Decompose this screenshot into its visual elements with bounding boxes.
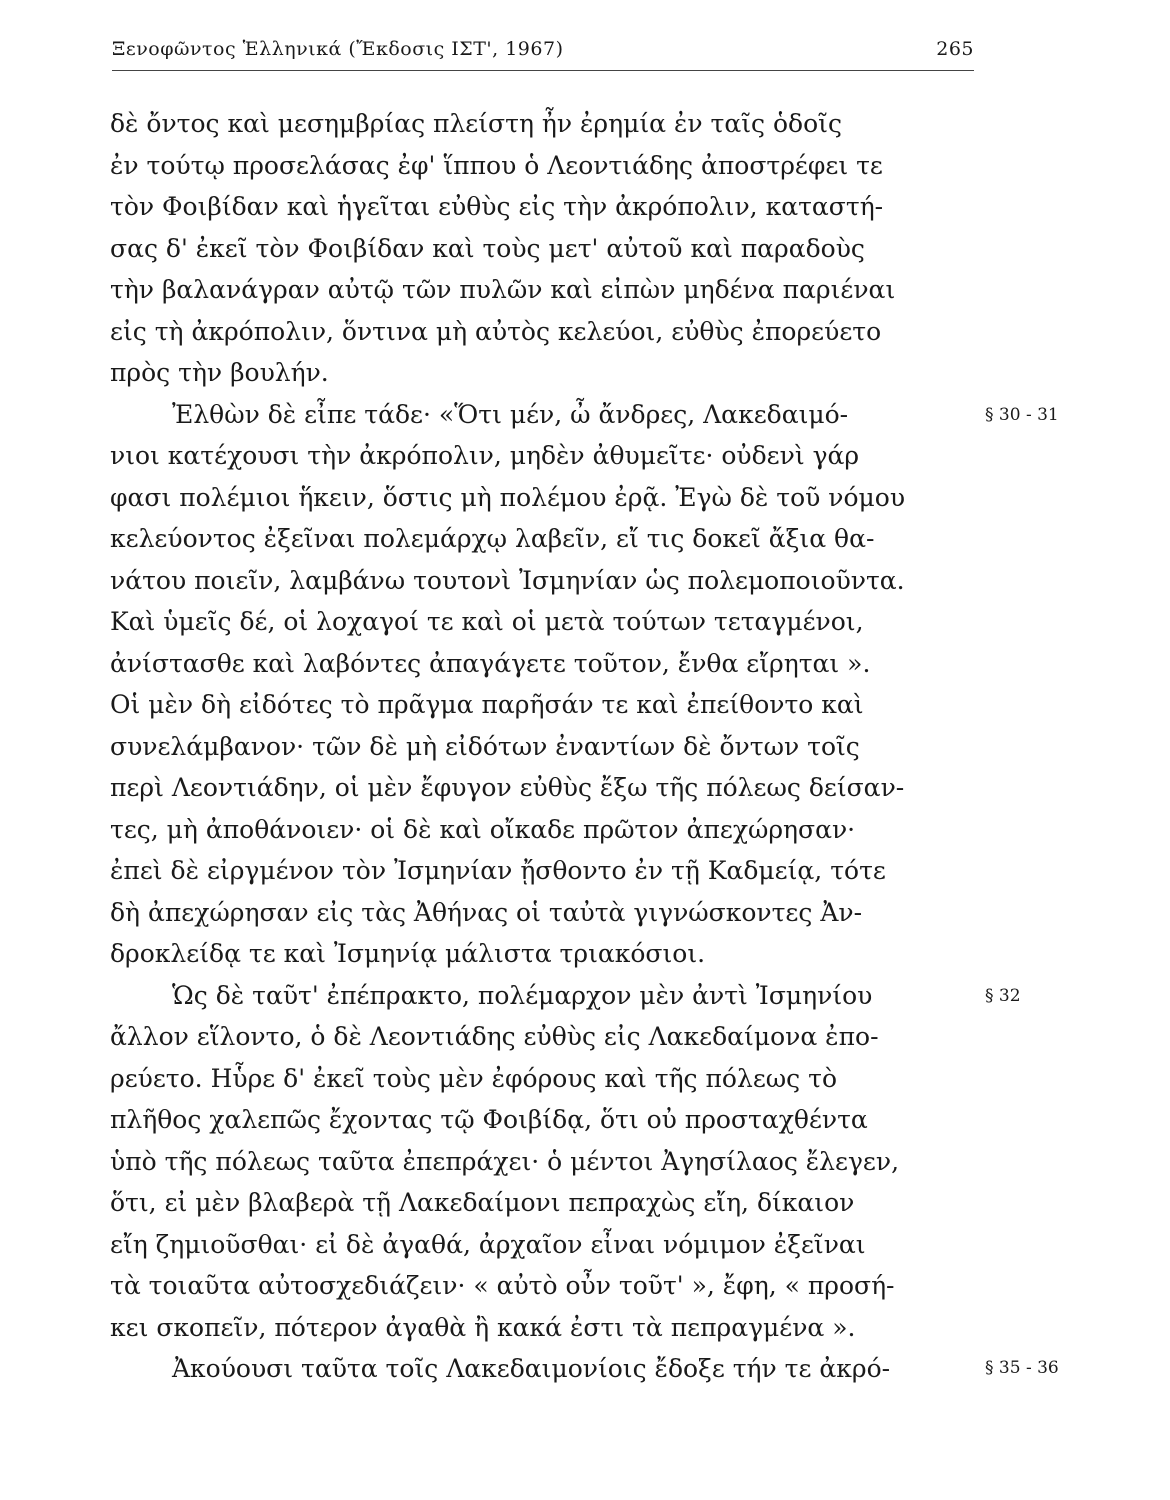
text-line: εἴη ζημιοῦσθαι· εἰ δὲ ἀγαθά, ἀρχαῖον εἶναι νόμιμον ἐξεῖναι [110,1229,866,1259]
text-line: κει σκοπεῖν, πότερον ἀγαθὰ ἢ κακά ἐστι τὰ πεπραγμένα ». [110,1312,856,1342]
text-line: δὴ ἀπεχώρησαν εἰς τὰς Ἀθήνας οἱ ταὐτὰ γιγνώσκοντες Ἀν- [110,897,863,927]
text-line: δὲ ὄντος καὶ μεσημβρίας πλείστη ἦν ἐρημία ἐν ταῖς ὁδοῖς [110,109,842,138]
text-line: ἐπεὶ δὲ εἰργμένον τὸν Ἰσμηνίαν ᾔσθοντο ἐν τῇ Καδμείᾳ, τότε [110,856,886,885]
text-line: ὅτι, εἰ μὲν βλαβερὰ τῇ Λακεδαίμονι πεπραχὼς εἴη, δίκαιον [110,1188,855,1217]
text-line: νιοι κατέχουσι τὴν ἀκρόπολιν, μηδὲν ἀθυμεῖτε· οὐδενὶ γάρ [110,441,860,470]
text-line: εἰς τὴ ἀκρόπολιν, ὅντινα μὴ αὐτὸς κελεύοι, εὐθὺς ἐπορεύετο [110,316,882,346]
text-line: τες, μὴ ἀποθάνοιεν· οἱ δὲ καὶ οἴκαδε πρῶτον ἀπεχώρησαν· [110,814,856,844]
text-line: Οἱ μὲν δὴ εἰδότες τὸ πρᾶγμα παρῆσάν τε καὶ ἐπείθοντο καὶ [110,690,864,719]
text-line: ἀνίστασθε καὶ λαβόντες ἀπαγάγετε τοῦτον, ἔνθα εἴρηται ». [110,648,871,678]
text-line: τὸν Φοιβίδαν καὶ ἡγεῖται εὐθὺς εἰς τὴν ἀκρόπολιν, καταστή- [110,192,884,221]
running-header [112,38,974,60]
section-note: § 35 - 36 [985,1358,1059,1378]
section-note: § 30 - 31 [985,405,1059,425]
text-line: δροκλείδᾳ τε καὶ Ἰσμηνίᾳ μάλιστα τριακόσιοι. [110,939,706,968]
text-line: φασι πολέμιοι ἥκειν, ὅστις μὴ πολέμου ἐρᾷ. Ἐγὼ δὲ τοῦ νόμου [110,482,906,512]
text-line: ἐν τούτῳ προσελάσας ἐφ' ἵππου ὁ Λεοντιάδης ἀποστρέφει τε [110,150,883,180]
text-line: κελεύοντος ἐξεῖναι πολεμάρχῳ λαβεῖν, εἴ τις δοκεῖ ἄξια θα- [110,524,875,553]
text-line: περὶ Λεοντιάδην, οἱ μὲν ἔφυγον εὐθὺς ἔξω τῆς πόλεως δείσαν- [110,773,905,802]
text-line: ὑπὸ τῆς πόλεως ταῦτα ἐπεπράχει· ὁ μέντοι Ἀγησίλαος ἔλεγεν, [110,1146,900,1176]
paragraph-start-line: Ἐλθὼν δὲ εἶπε τάδε· «Ὅτι μέν, ὦ ἄνδρες, Λακεδαιμό- [172,399,849,429]
header-rule [112,70,974,71]
text-line: νάτου ποιεῖν, λαμβάνω τουτονὶ Ἰσμηνίαν ὡς πολεμοποιοῦντα. [110,565,905,595]
paragraph-start-line: Ἀκούουσι ταῦτα τοῖς Λακεδαιμονίοις ἔδοξε τήν τε ἀκρό- [172,1354,891,1383]
main-text [110,103,980,1390]
text-line: πρὸς τὴν βουλήν. [110,358,329,387]
text-line: σας δ' ἐκεῖ τὸν Φοιβίδαν καὶ τοὺς μετ' αὐτοῦ καὶ παραδοὺς [110,233,865,263]
text-line: ἄλλον εἵλοντο, ὁ δὲ Λεοντιάδης εὐθὺς εἰς Λακεδαίμονα ἐπο- [110,1022,879,1051]
text-line: τὴν βαλανάγραν αὐτῷ τῶν πυλῶν καὶ εἰπὼν μηδένα παριέναι [110,275,896,304]
section-note: § 32 [985,986,1021,1006]
text-line: συνελάμβανον· τῶν δὲ μὴ εἰδότων ἐναντίων δὲ ὄντων τοῖς [110,731,860,761]
paragraph-start-line: Ὡς δὲ ταῦτ' ἐπέπρακτο, πολέμαρχον μὲν ἀντὶ Ἰσμηνίου [172,980,873,1010]
running-title: Ξενοφῶντος Ἑλληνικά (Ἔκδοσις ΙΣΤ', 1967) [112,38,564,60]
page-number: 265 [936,38,974,60]
text-line: ρεύετο. Ηὗρε δ' ἐκεῖ τοὺς μὲν ἐφόρους καὶ τῆς πόλεως τὸ [110,1063,837,1093]
text-line: Καὶ ὑμεῖς δέ, οἱ λοχαγοί τε καὶ οἱ μετὰ τούτων τεταγμένοι, [110,607,864,636]
text-line: τὰ τοιαῦτα αὐτοσχεδιάζειν· « αὐτὸ οὖν τοῦτ' », ἔφη, « προσή- [110,1271,895,1300]
text-line: πλῆθος χαλεπῶς ἔχοντας τῷ Φοιβίδᾳ, ὅτι οὐ προσταχθέντα [110,1105,868,1134]
